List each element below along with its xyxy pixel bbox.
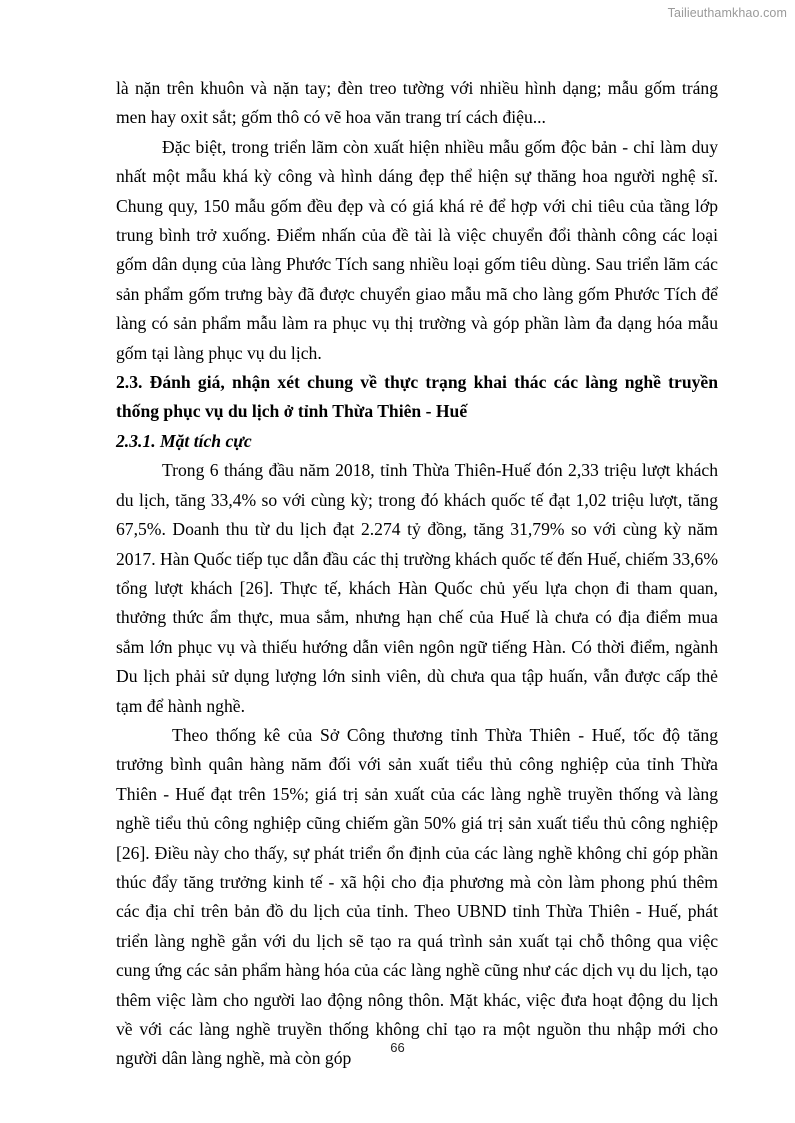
paragraph-continuation: là nặn trên khuôn và nặn tay; đèn treo tường với nhiều hình dạng; mẫu gốm tráng men hay oxit sắt; gốm thô có vẽ hoa văn trang trí cách điệu... xyxy=(116,78,718,128)
paragraph-tourism-statistics: Trong 6 tháng đầu năm 2018, tỉnh Thừa Thiên-Huế đón 2,33 triệu lượt khách du lịch, tăng 33,4% so với cùng kỳ; trong đó khách quốc tế đạt 1,02 triệu lượt, tăng 67,5%. Doanh thu từ du lịch đạt 2.274 tỷ đồng, tăng 31,79% so với cùng kỳ năm 2017. Hàn Quốc tiếp tục dẫn đầu các thị trường khách quốc tế đến Huế, chiếm 33,6% tổng lượt khách [26]. Thực tế, khách Hàn Quốc chủ yếu lựa chọn đi tham quan, thưởng thức ẩm thực, mua sắm, nhưng hạn chế của Huế là chưa có địa điểm mua sắm lớn phục vụ và thiếu hướng dẫn viên ngôn ngữ tiếng Hàn. Có thời điểm, ngành Du lịch phải sử dụng lượng lớn sinh viên, dù chưa qua tập huấn, vẫn được cấp thẻ tạm để hành nghề. xyxy=(116,460,718,716)
watermark-text: Tailieuthamkhao.com xyxy=(667,6,787,20)
paragraph-craft-village-growth: Theo thống kê của Sở Công thương tỉnh Thừa Thiên - Huế, tốc độ tăng trưởng bình quân hàng năm đối với sản xuất tiểu thủ công nghiệp của tỉnh Thừa Thiên - Huế đạt trên 15%; giá trị sản xuất của các làng nghề truyền thống và làng nghề tiểu thủ công nghiệp cũng chiếm gần 50% giá trị sản xuất tiểu thủ công nghiệp [26]. Điều này cho thấy, sự phát triển ổn định của các làng nghề không chỉ góp phần thúc đẩy tăng trưởng kinh tế - xã hội cho địa phương mà còn làm phong phú thêm các địa chỉ trên bản đồ du lịch của tỉnh. Theo UBND tỉnh Thừa Thiên - Huế, phát triển làng nghề gắn với du lịch sẽ tạo ra quá trình sản xuất tại chỗ thông qua việc cung ứng các sản phẩm hàng hóa của các làng nghề cũng như các dịch vụ du lịch, tạo thêm việc làm cho người lao động nông thôn. Mặt khác, việc đưa hoạt động du lịch về với các làng nghề truyền thống không chỉ tạo ra một nguồn thu nhập mới cho người dân làng nghề, mà còn góp xyxy=(116,724,718,1069)
document-body xyxy=(116,74,718,1074)
section-heading-2-3: 2.3. Đánh giá, nhận xét chung về thực trạng khai thác các làng nghề truyền thống phục vụ du lịch ở tỉnh Thừa Thiên - Huế xyxy=(116,372,718,422)
paragraph-unique-ceramics: Đặc biệt, trong triển lãm còn xuất hiện nhiều mẫu gốm độc bản - chỉ làm duy nhất một mẫu khá kỳ công và hình dáng đẹp thể hiện sự thăng hoa người nghệ sĩ. Chung quy, 150 mẫu gốm đều đẹp và có giá khá rẻ để hợp với chi tiêu của tầng lớp trung bình trở xuống. Điểm nhấn của đề tài là việc chuyển đổi thành công các loại gốm dân dụng của làng Phước Tích sang nhiều loại gốm tiêu dùng. Sau triển lãm các sản phẩm gốm trưng bày đã được chuyển giao mẫu mã cho làng gốm Phước Tích để làng có sản phẩm mẫu làm ra phục vụ thị trường và góp phần làm đa dạng hóa mẫu gốm tại làng phục vụ du lịch. xyxy=(116,136,718,363)
subsection-heading-2-3-1: 2.3.1. Mặt tích cực xyxy=(116,430,252,451)
page-number: 66 xyxy=(390,1040,405,1055)
